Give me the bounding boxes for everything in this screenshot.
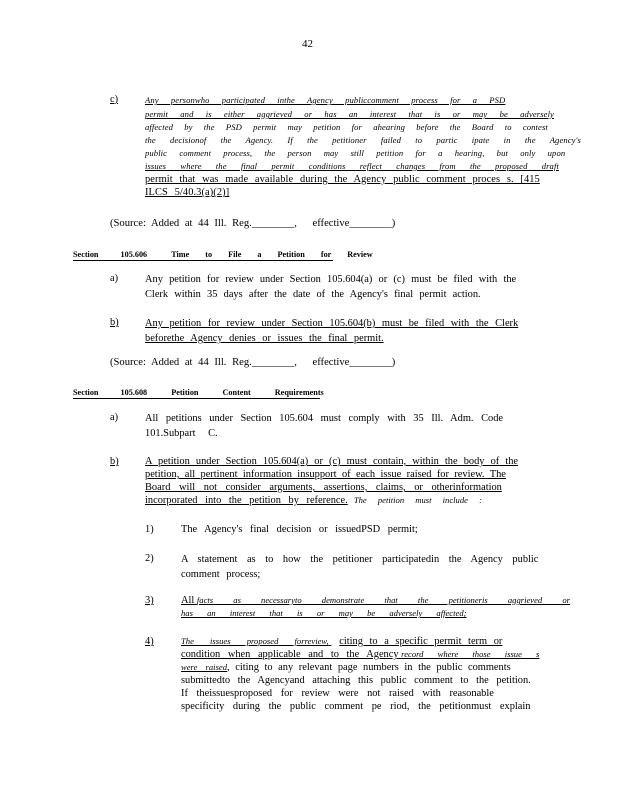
paragraph-c-line: public comment process, the person may still petition for a hearing, but only upon	[145, 148, 566, 158]
section-label: Section	[73, 388, 99, 397]
section-606-a-label: a)	[110, 273, 119, 284]
section-608-b-line: Board will not consider arguments, assertions, claims, or otherinformation	[145, 482, 502, 493]
paragraph-c-line: issues where the final permit conditions reflect changes from the proposed draft	[145, 161, 559, 171]
section-number: 105.606	[120, 250, 148, 259]
source-note-1	[110, 218, 395, 229]
section-608-a-line: All petitions under Section 105.604 must comply with 35 Ill. Adm. Code	[145, 413, 504, 424]
section-606-a-line: Any petition for review under Section 105.604(a) or (c) must be filed with the	[145, 274, 517, 285]
section-606-a-body	[145, 272, 516, 302]
item-1-text: The Agency's final decision or issuedPSD permit;	[181, 524, 418, 535]
item-3-label: 3)	[145, 595, 154, 606]
section-606-b-line: beforethe Agency denies or issues the final permit.	[145, 333, 384, 344]
item-4-normal: citing to a specific permit term or	[339, 636, 503, 647]
section-label: Section	[73, 250, 99, 259]
section-606-b-body	[145, 316, 518, 346]
source-suffix: )	[391, 357, 396, 368]
paragraph-c-line: permit and is either aggrieved or has an interest that is or may be adversely	[145, 109, 554, 119]
item-2-body	[181, 552, 538, 582]
section-608-b-last-line	[145, 494, 518, 507]
source-text: Added at 44 Ill. Reg.	[150, 357, 252, 368]
section-number: 105.608	[120, 388, 148, 397]
section-608-b-body	[145, 455, 518, 507]
paragraph-c-body	[145, 93, 581, 199]
item-4-normal: condition when applicable and to the Agency	[181, 649, 399, 660]
item-3-body	[181, 594, 570, 620]
paragraph-c-line: affected by the PSD permit may petition for ahearing before the Board to contest	[145, 122, 548, 132]
section-608-b-line: petition, all pertinent information insupport of each issue raised for review. The	[145, 469, 506, 480]
item-4-body	[181, 635, 539, 713]
item-4-small: record where those issue s	[401, 649, 540, 659]
section-title: Petition Content Requirements	[171, 388, 324, 397]
item-3-line	[181, 594, 570, 607]
item-4-line	[181, 661, 539, 674]
section-606-b-label: b)	[110, 317, 119, 328]
item-4-label: 4)	[145, 636, 154, 647]
source-text: Added at 44 Ill. Reg.	[150, 218, 252, 229]
source-comma: ,	[294, 357, 297, 368]
source-effective: effective	[312, 218, 350, 229]
source-blank: ________	[349, 357, 392, 368]
source-note-2	[110, 357, 395, 368]
source-comma: ,	[294, 218, 297, 229]
item-4-small: The issues proposed forreview,	[181, 636, 329, 646]
paragraph-c-label: c)	[110, 94, 119, 105]
paragraph-c-line: the decisionof the Agency. If the petitioner failed to partic ipate in the Agency's	[145, 135, 581, 145]
section-606-b-line: Any petition for review under Section 105.604(b) must be filed with the Clerk	[145, 318, 519, 329]
section-title: Time to File a Petition for Review	[171, 250, 373, 259]
section-608-b-small: The petition must include :	[353, 495, 482, 505]
item-4-line: specificity during the public comment pe riod, the petitionmust explain	[181, 701, 531, 712]
item-4-small: were raised	[181, 662, 228, 672]
item-4-normal: , citing to any relevant page numbers in the public comments	[227, 662, 511, 673]
section-606-a-line: Clerk within 35 days after the date of the Agency's final permit action.	[145, 289, 481, 300]
item-3-line: has an interest that is or may be adversely affected;	[181, 608, 467, 618]
item-4-line: submittedto the Agencyand attaching this public comment to the petition.	[181, 675, 531, 686]
section-606-heading	[73, 250, 373, 259]
section-608-a-label: a)	[110, 412, 119, 423]
item-2-line: comment process;	[181, 569, 261, 580]
item-4-line: If theissuesproposed for review were not raised with reasonable	[181, 688, 494, 699]
source-blank: ________	[251, 357, 295, 368]
section-606-rule	[73, 260, 333, 261]
source-effective: effective	[312, 357, 350, 368]
item-4-line	[181, 635, 539, 648]
source-blank: ________	[251, 218, 295, 229]
section-608-a-body	[145, 411, 503, 441]
source-prefix: (Source:	[110, 357, 146, 368]
section-608-heading	[73, 388, 324, 397]
section-608-rule	[73, 398, 320, 399]
page-number: 42	[302, 38, 313, 50]
paragraph-c-line: permit that was made available during the Agency public comment proces s. [415	[145, 174, 540, 185]
source-blank: ________	[349, 218, 392, 229]
section-608-a-line: 101.Subpart C.	[145, 428, 218, 439]
source-suffix: )	[391, 218, 396, 229]
item-3-normal: All	[181, 595, 195, 606]
section-608-b-label: b)	[110, 456, 119, 467]
item-3-small: facts as necessaryto demonstrate that the petitioneris aggrieved or	[196, 595, 571, 605]
item-1-label: 1)	[145, 524, 154, 535]
paragraph-c-line: Any personwho participated inthe Agency publiccomment process for a PSD	[145, 95, 506, 105]
section-608-b-text: incorporated into the petition by reference.	[145, 495, 348, 506]
paragraph-c-line: ILCS 5/40.3(a)(2)]	[145, 187, 230, 198]
section-608-b-line: A petition under Section 105.604(a) or (c) must contain, within the body of the	[145, 456, 519, 467]
source-prefix: (Source:	[110, 218, 146, 229]
item-4-line	[181, 648, 539, 661]
item-2-line: A statement as to how the petitioner participatedin the Agency public	[181, 554, 539, 565]
item-2-label: 2)	[145, 553, 154, 564]
